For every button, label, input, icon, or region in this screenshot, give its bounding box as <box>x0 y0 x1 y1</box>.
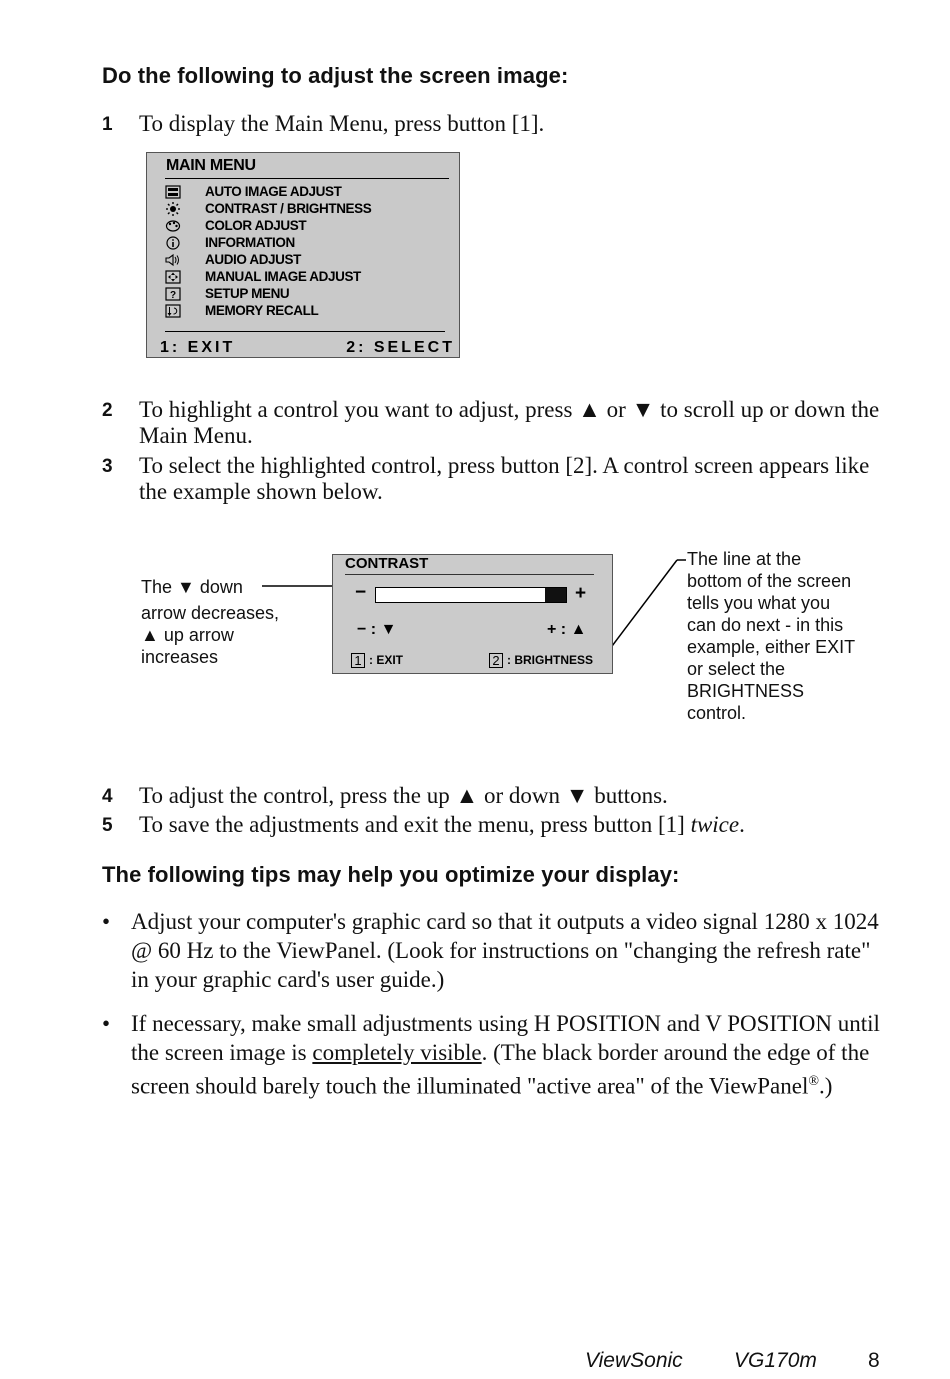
menu-item-label: CONTRAST / BRIGHTNESS <box>205 201 372 216</box>
bullet-dot: • <box>102 909 111 934</box>
step-text: To adjust the control, press the up ▲ or down ▼ buttons. <box>139 783 668 808</box>
menu-item-label: MANUAL IMAGE ADJUST <box>205 269 361 284</box>
step-number: 3 <box>102 456 113 477</box>
callout-line: ▲ up arrow <box>141 625 234 645</box>
main-menu-footer-select: 2: SELECT <box>346 339 455 356</box>
step-number: 5 <box>102 815 113 836</box>
registered-mark: ® <box>808 1074 819 1089</box>
callout-line: increases <box>141 647 219 667</box>
contrast-footer-brightness-label: : BRIGHTNESS <box>507 653 594 667</box>
callout-line: The ▼ down <box>141 577 243 597</box>
callout-line: arrow decreases, <box>141 603 280 623</box>
callout-line: control. <box>687 703 747 723</box>
contrast-minus-hint: − : ▼ <box>357 621 397 638</box>
step-text-emphasis: twice <box>690 812 740 837</box>
footer-model: VG170m <box>734 1349 817 1372</box>
section-heading-tips: The following tips may help you optimize your display: <box>102 862 680 887</box>
tip-text <box>131 1009 882 1101</box>
tip-text-part: .) <box>818 1073 833 1099</box>
contrast-rule <box>345 574 594 575</box>
step-text-part: . <box>739 812 745 837</box>
step-text: To select the highlighted control, press button [2]. A control screen appears like the example shown below. <box>139 453 870 504</box>
menu-item-label: SETUP MENU <box>205 286 290 301</box>
section-heading-adjust: Do the following to adjust the screen image: <box>102 63 569 88</box>
footer-brand: ViewSonic <box>585 1349 683 1372</box>
tip-text-part: If necessary, make small adjustments using H POSITION and V POSITION until the screen image is <box>131 1011 880 1065</box>
contrast-footer-exit <box>351 653 403 668</box>
callout-line: The line at the <box>687 549 802 569</box>
contrast-footer-brightness <box>489 653 593 668</box>
step-text <box>139 812 882 838</box>
callout-bottom-line <box>687 548 855 724</box>
step-text: To highlight a control you want to adjust, press ▲ or ▼ to scroll up or down the Main Menu. <box>139 397 880 448</box>
contrast-level-bar <box>375 587 567 603</box>
callout-line: example, either EXIT <box>687 637 856 657</box>
contrast-plus-hint: + : ▲ <box>547 621 587 638</box>
svg-text:?: ? <box>169 290 177 301</box>
main-menu-title: MAIN MENU <box>166 157 256 174</box>
tip-text: Adjust your computer's graphic card so that it outputs a video signal 1280 x 1024 @ 60 Hz to the ViewPanel. (Look for instructions on "changing the refresh rate" in your graphic card's user guide.) <box>131 909 879 992</box>
callout-line: or select the <box>687 659 786 679</box>
contrast-minus: − <box>355 582 367 603</box>
callout-line: bottom of the screen <box>687 571 852 591</box>
contrast-footer-exit-label: : EXIT <box>369 653 404 667</box>
callout-line: BRIGHTNESS <box>687 681 805 701</box>
footer-page-number: 8 <box>868 1349 880 1372</box>
contrast-osd <box>332 554 613 674</box>
callout-line: tells you what you <box>687 593 831 613</box>
menu-item-label: COLOR ADJUST <box>205 218 307 233</box>
contrast-title: CONTRAST <box>345 555 429 572</box>
bullet-dot: • <box>102 1011 111 1036</box>
menu-item-label: AUTO IMAGE ADJUST <box>205 184 342 199</box>
contrast-level-fill <box>545 588 566 602</box>
button-2-box: 2 <box>489 653 503 668</box>
button-1-box: 1 <box>351 653 365 668</box>
callout-line: can do next - in this <box>687 615 844 635</box>
menu-item-label: MEMORY RECALL <box>205 303 319 318</box>
menu-item-label: AUDIO ADJUST <box>205 252 301 267</box>
menu-item-label: INFORMATION <box>205 235 295 250</box>
contrast-plus: + <box>575 583 587 604</box>
step-number: 2 <box>102 400 113 421</box>
step-number: 4 <box>102 786 113 807</box>
tip-text-underlined: completely visible <box>312 1040 482 1065</box>
step-text: To display the Main Menu, press button [1]. <box>139 111 545 136</box>
tip-text-part: . (The black border around the edge of the screen should barely touch the illuminated "active area" of the ViewPanel <box>131 1040 870 1099</box>
main-menu-footer-exit: 1: EXIT <box>160 339 236 356</box>
step-number: 1 <box>102 114 113 135</box>
leader-line-right <box>603 560 677 658</box>
step-text-part: To save the adjustments and exit the menu, press button [1] <box>139 812 691 837</box>
